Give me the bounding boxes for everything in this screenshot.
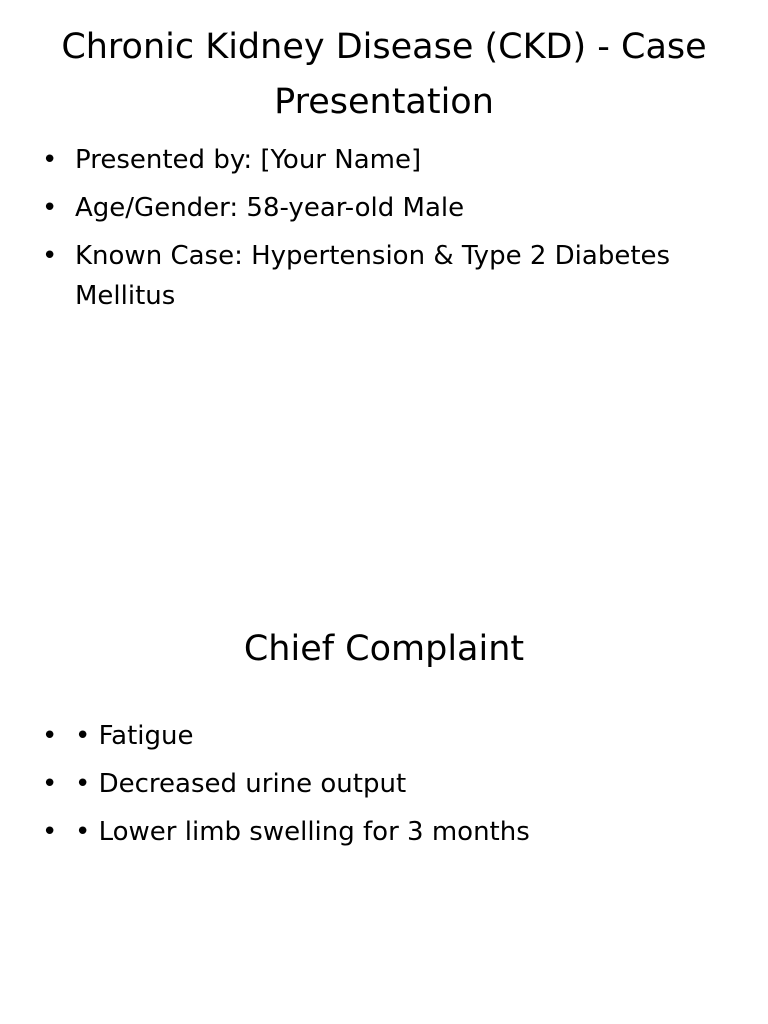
bullet-item	[40, 716, 730, 756]
bullet-text: • Fatigue	[75, 721, 194, 751]
slide-chief-complaint	[0, 512, 768, 1024]
bullet-dot-icon: •	[42, 241, 58, 271]
bullet-text: • Decreased urine output	[75, 769, 407, 799]
bullet-item	[40, 188, 730, 228]
bullet-item	[40, 812, 730, 852]
slide-title: Chronic Kidney Disease (CKD) - Case Presentation	[61, 27, 707, 122]
bullet-text: Age/Gender: 58-year-old Male	[75, 193, 465, 223]
bullet-text: Known Case: Hypertension & Type 2 Diabetes Mellitus	[75, 241, 671, 311]
bullet-dot-icon: •	[42, 769, 58, 799]
bullet-dot-icon: •	[42, 817, 58, 847]
bullet-list	[40, 140, 730, 324]
bullet-list	[40, 716, 730, 860]
bullet-item	[40, 140, 730, 180]
bullet-text: Presented by: [Your Name]	[75, 145, 422, 175]
bullet-text: • Lower limb swelling for 3 months	[75, 817, 530, 847]
bullet-item	[40, 764, 730, 804]
bullet-dot-icon: •	[42, 721, 58, 751]
slide-title: Chief Complaint	[243, 629, 525, 669]
bullet-dot-icon: •	[42, 193, 58, 223]
bullet-item	[40, 236, 730, 316]
bullet-dot-icon: •	[42, 145, 58, 175]
